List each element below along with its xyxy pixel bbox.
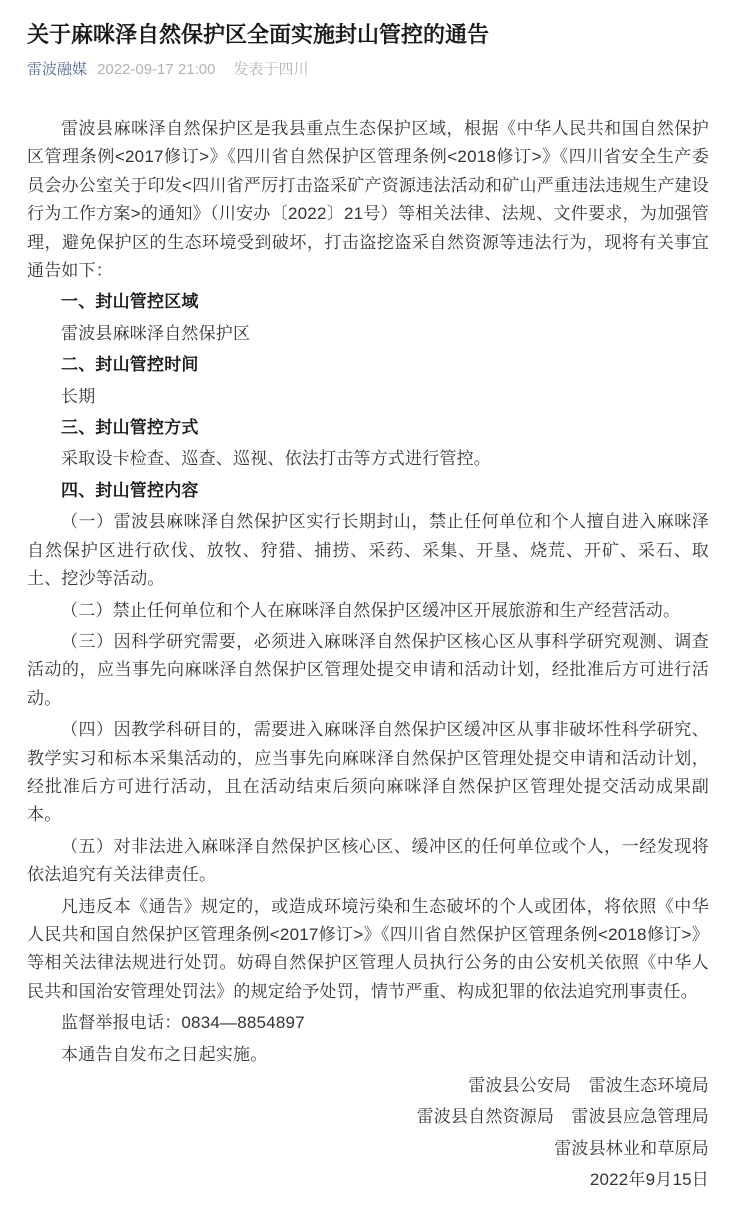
signature-line: 雷波县公安局 雷波生态环境局 bbox=[468, 1076, 709, 1095]
paragraph: （一）雷波县麻咪泽自然保护区实行长期封山，禁止任何单位和个人擅自进入麻咪泽自然保护区进行砍伐、放牧、狩猎、捕捞、采药、采集、开垦、烧荒、开矿、采石、取土、挖沙等活动。 bbox=[27, 512, 709, 589]
paragraph: 雷波县麻咪泽自然保护区是我县重点生态保护区域，根据《中华人民共和国自然保护区管理条例<2017修订>》《四川省自然保护区管理条例<2018修订>》《四川省安全生产委员会办公室关于印发<四川省严厉打击盗采矿产资源违法活动和矿山严重违法违规生产建设行为工作方案>的通知》（川安办〔2022〕21号）等相关法律、法规、文件要求，为加强管理，避免保护区的生态环境受到破坏，打击盗挖盗采自然资源等违法行为，现将有关事宜通告如下： bbox=[27, 119, 709, 281]
paragraph: （三）因科学研究需要，必须进入麻咪泽自然保护区核心区从事科学研究观测、调查活动的，应当事先向麻咪泽自然保护区管理处提交申请和活动计划，经批准后方可进行活动。 bbox=[27, 631, 709, 708]
account-name-link[interactable]: 雷波融媒 bbox=[27, 61, 88, 78]
article-title: 关于麻咪泽自然保护区全面实施封山管控的通告 bbox=[27, 22, 490, 47]
paragraph: （五）对非法进入麻咪泽自然保护区核心区、缓冲区的任何单位或个人，一经发现将依法追究有关法律责任。 bbox=[27, 836, 709, 885]
section-heading: 三、封山管控方式 bbox=[61, 418, 199, 438]
paragraph: 本通告自发布之日起实施。 bbox=[61, 1044, 268, 1064]
paragraph: （二）禁止任何单位和个人在麻咪泽自然保护区缓冲区开展旅游和生产经营活动。 bbox=[61, 600, 681, 620]
byline bbox=[27, 60, 709, 80]
paragraph: 监督举报电话：0834—8854897 bbox=[61, 1013, 305, 1033]
section-heading: 二、封山管控时间 bbox=[61, 355, 199, 375]
paragraph: （四）因教学科研目的，需要进入麻咪泽自然保护区缓冲区从事非破坏性科学研究、教学实习和标本采集活动的，应当事先向麻咪泽自然保护区管理处提交申请和活动计划，经批准后方可进行活动，且在活动结束后须向麻咪泽自然保护区管理处提交活动成果副本。 bbox=[27, 720, 709, 825]
signature-line: 雷波县自然资源局 雷波县应急管理局 bbox=[416, 1107, 709, 1127]
publish-datetime: 2022-09-17 21:00 bbox=[97, 61, 216, 78]
paragraph: 雷波县麻咪泽自然保护区 bbox=[61, 323, 251, 343]
section-heading: 一、封山管控区域 bbox=[61, 292, 199, 312]
paragraph: 凡违反本《通告》规定的，或造成环境污染和生态破坏的个人或团体，将依照《中华人民共和国自然保护区管理条例<2017修订>》《四川省自然保护区管理条例<2018修订>》等相关法律法规进行处罚。妨碍自然保护区管理人员执行公务的由公安机关依照《中华人民共和国治安管理处罚法》的规定给予处罚，情节严重、构成犯罪的依法追究刑事责任。 bbox=[27, 896, 709, 1001]
signature-line: 2022年9月15日 bbox=[589, 1170, 709, 1190]
paragraph: 采取设卡检查、巡查、巡视、依法打击等方式进行管控。 bbox=[61, 449, 491, 469]
publish-location: 发表于四川 bbox=[233, 61, 309, 78]
article-body bbox=[27, 115, 709, 1195]
section-heading: 四、封山管控内容 bbox=[61, 480, 199, 500]
signature-line: 雷波县林业和草原局 bbox=[554, 1138, 709, 1158]
paragraph: 长期 bbox=[61, 386, 96, 406]
